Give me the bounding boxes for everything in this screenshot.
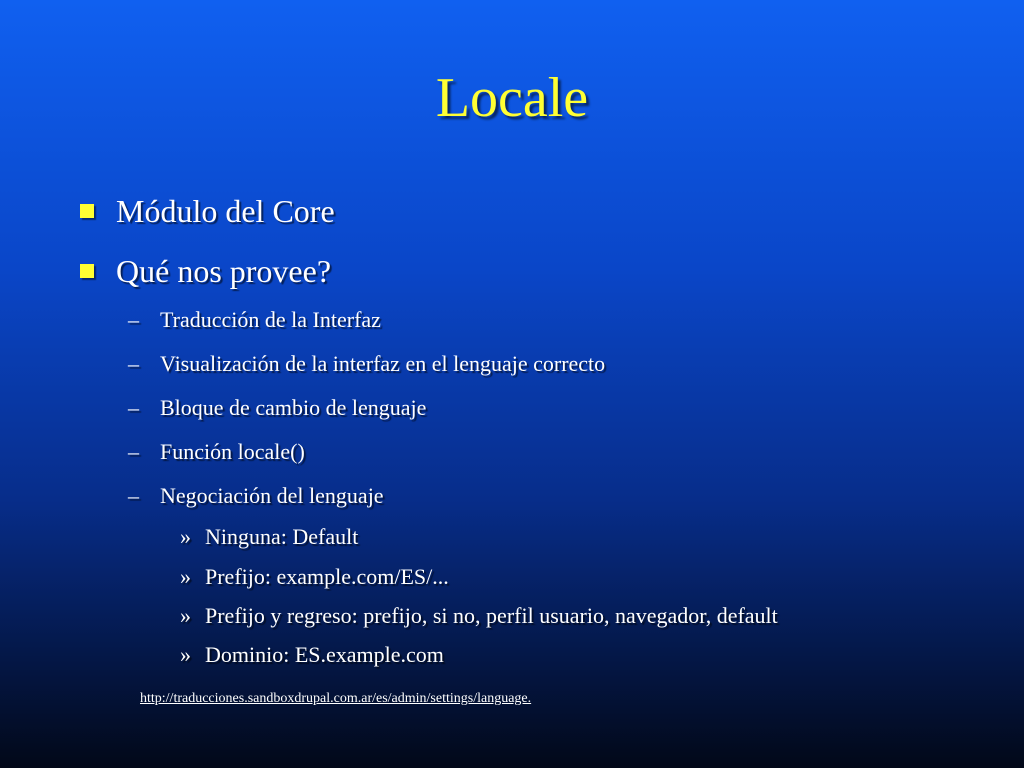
chevron-bullet-icon: » [180, 524, 191, 549]
sub-item: Traducción de la Interfaz [160, 307, 381, 332]
dash-bullet-icon: – [128, 439, 139, 464]
dash-bullet-icon: – [128, 351, 139, 376]
subsub-item: Ninguna: Default [205, 524, 359, 549]
subsub-item: Dominio: ES.example.com [205, 642, 444, 667]
bullet-item: Módulo del Core [116, 193, 335, 229]
square-bullet-icon [80, 204, 94, 218]
chevron-bullet-icon: » [180, 603, 191, 628]
subsub-item: Prefijo y regreso: prefijo, si no, perfil usuario, navegador, default [205, 603, 778, 628]
square-bullet-icon [80, 264, 94, 278]
chevron-bullet-icon: » [180, 564, 191, 589]
bullet-item: Qué nos provee? [116, 253, 332, 289]
chevron-bullet-icon: » [180, 642, 191, 667]
subsub-item: Prefijo: example.com/ES/... [205, 564, 449, 589]
sub-item: Función locale() [160, 439, 305, 464]
sub-item: Bloque de cambio de lenguaje [160, 395, 427, 420]
dash-bullet-icon: – [128, 307, 139, 332]
sub-item: Visualización de la interfaz en el lenguaje correcto [160, 351, 606, 376]
sub-item: Negociación del lenguaje [160, 483, 384, 508]
language-settings-link[interactable]: http://traducciones.sandboxdrupal.com.ar/es/admin/settings/language. [140, 691, 532, 706]
dash-bullet-icon: – [128, 395, 139, 420]
slide-title: Locale [435, 67, 589, 129]
dash-bullet-icon: – [128, 483, 139, 508]
